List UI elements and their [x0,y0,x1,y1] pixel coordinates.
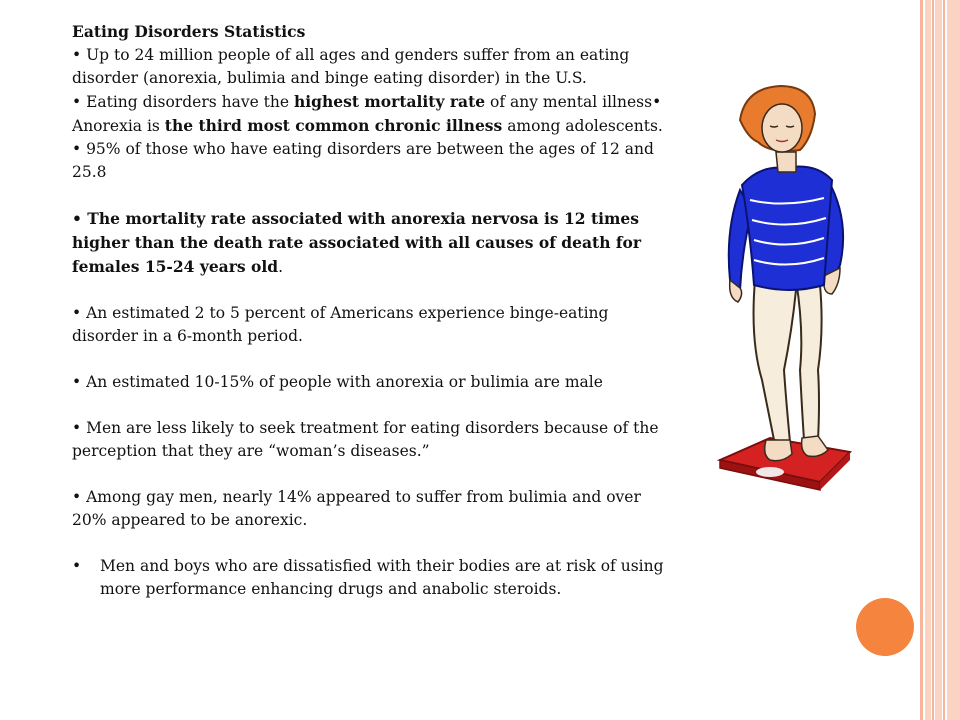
stat-paragraph: • Among gay men, nearly 14% appeared to suffer from bulimia and over 20% appeared to be anorexic. [72,488,641,529]
slide-content [72,20,672,601]
shirt-icon [742,167,832,291]
woman-on-scale-illustration [700,80,880,510]
stat-paragraph: • An estimated 10-15% of people with anorexia or bulimia are male [72,373,603,391]
bullet: • [72,557,82,575]
pants-icon [754,280,822,442]
stat-paragraph: • Eating disorders have the highest mortality rate of any mental illness• Anorexia is the third most common chronic illness among adolescents. [72,92,663,135]
stat-paragraph: • 95% of those who have eating disorders are between the ages of 12 and 25.8 [72,140,654,181]
stat-paragraph: • The mortality rate associated with anorexia nervosa is 12 times higher than the death rate associated with all causes of death for females 15-24 years old. [72,209,642,276]
stat-paragraph: • Up to 24 million people of all ages and genders suffer from an eating disorder (anorexia, bulimia and binge eating disorder) in the U.S. [72,46,630,87]
orange-circle-decoration [856,598,914,656]
decorative-stripes [915,0,960,720]
stat-paragraph: • Men and boys who are dissatisfied with their bodies are at risk of using more performance enhancing drugs and anabolic steroids. [72,555,672,601]
slide-title: Eating Disorders Statistics [72,22,306,41]
stat-paragraph: • An estimated 2 to 5 percent of Americans experience binge-eating disorder in a 6-month period. [72,304,609,345]
stat-paragraph: • Men are less likely to seek treatment for eating disorders because of the perception that they are “woman’s diseases.” [72,419,659,460]
